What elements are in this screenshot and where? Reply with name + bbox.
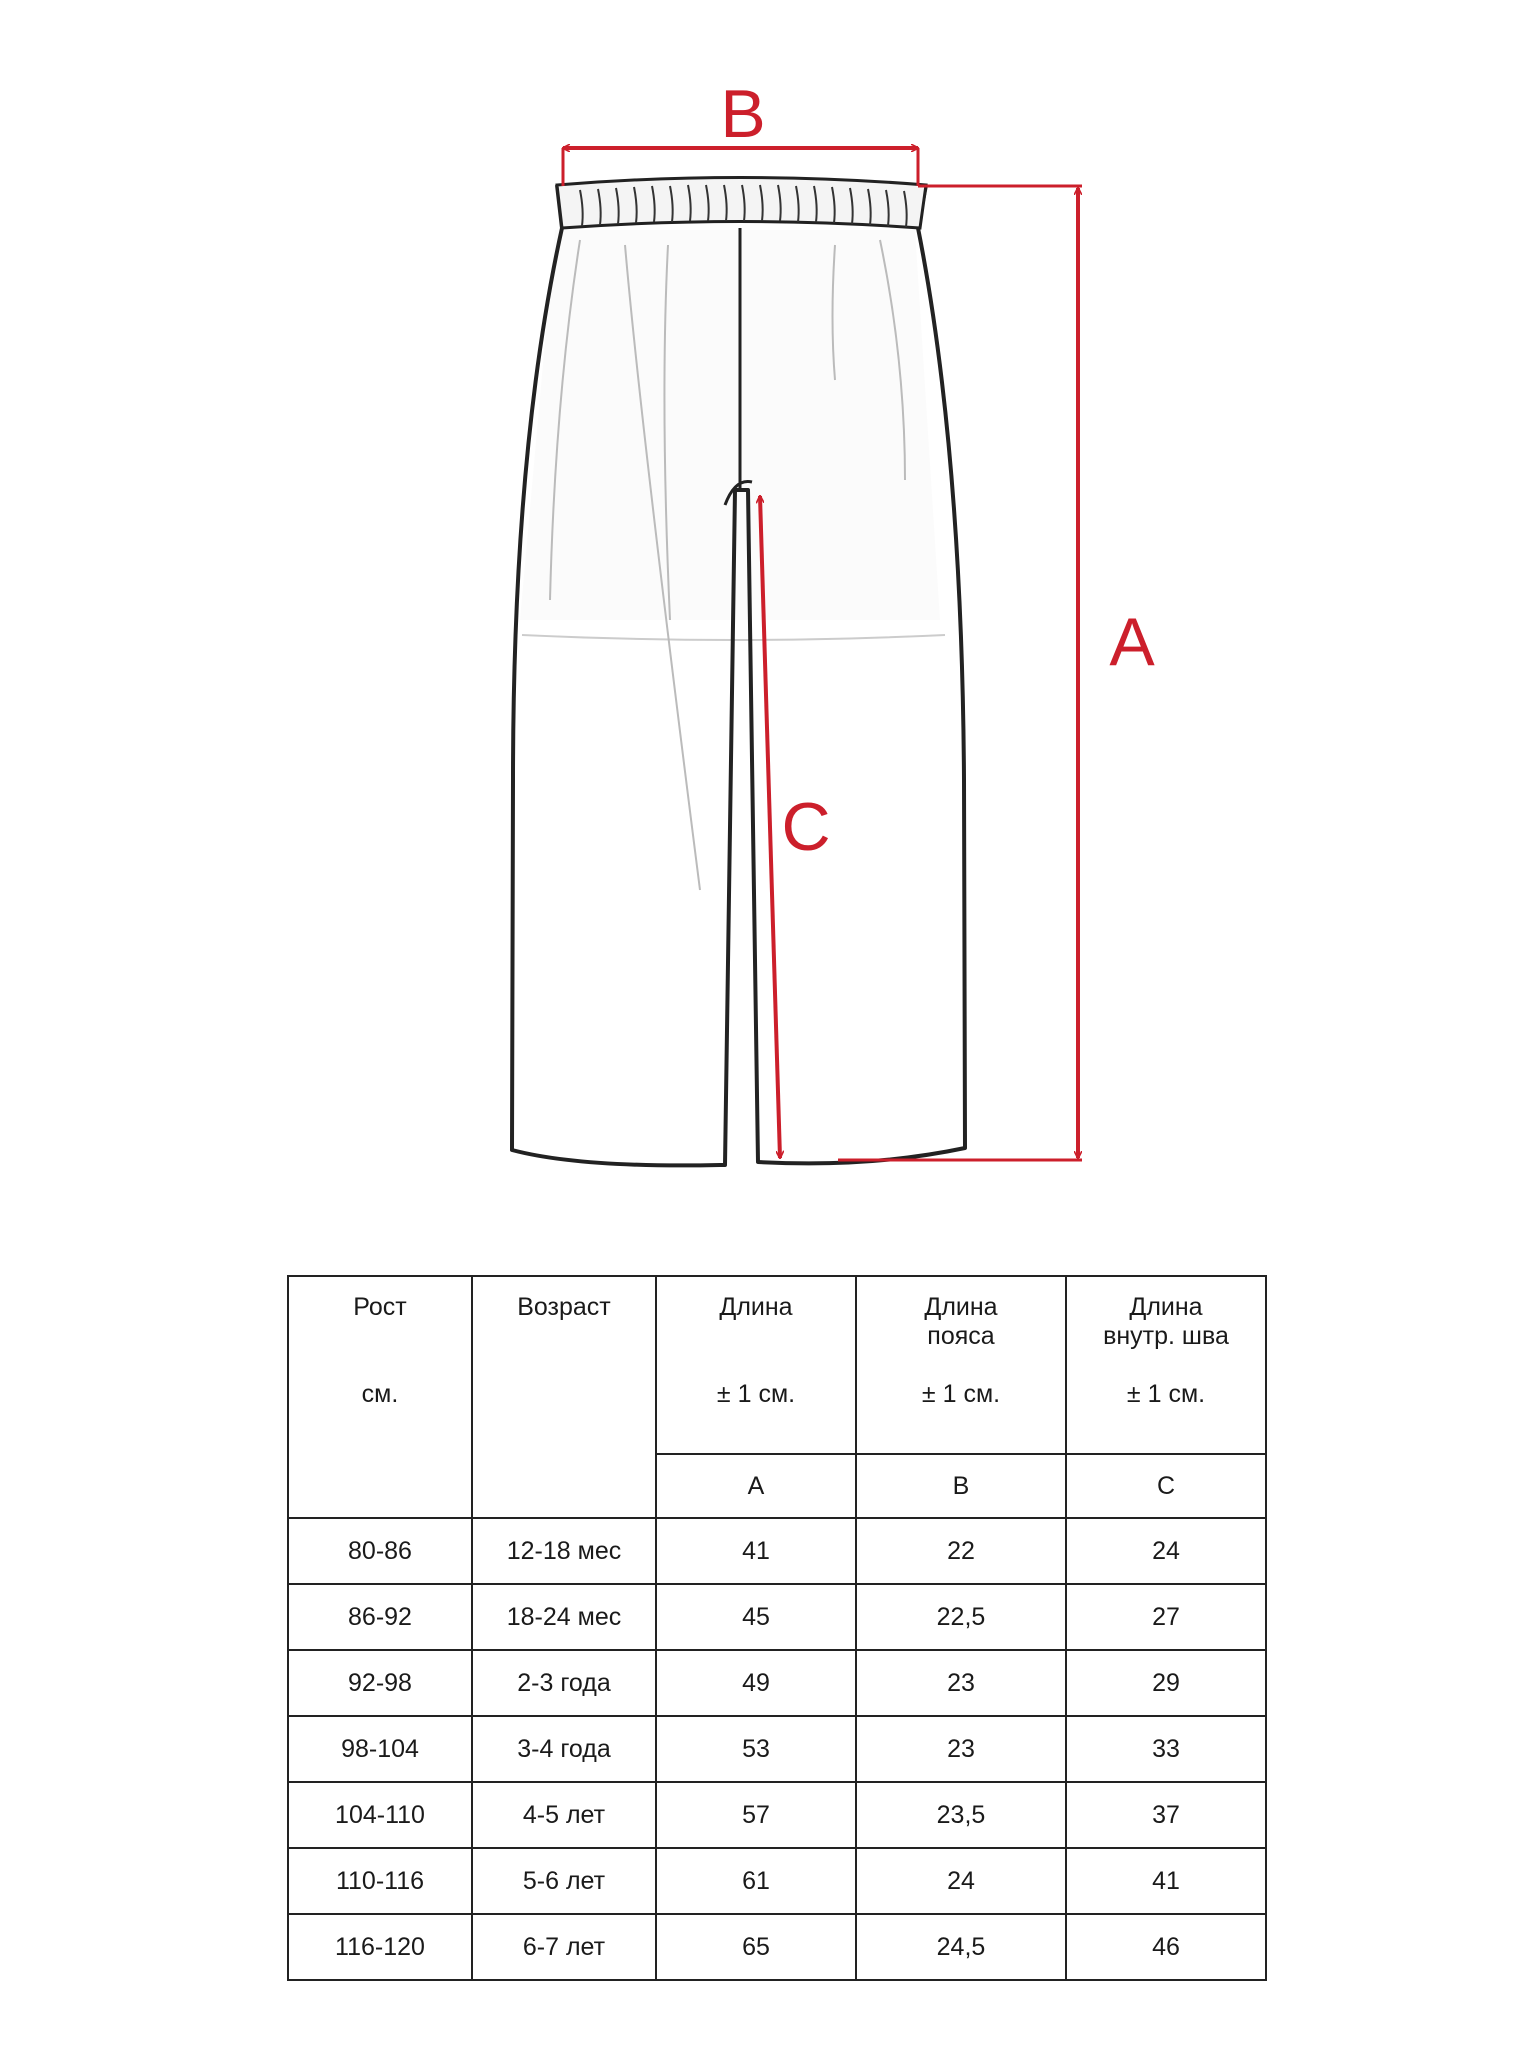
header-inseam-length bbox=[1066, 1276, 1266, 1454]
cell-age: 5-6 лет bbox=[472, 1848, 656, 1914]
pants-drawing bbox=[512, 178, 965, 1166]
cell-height: 110-116 bbox=[288, 1848, 472, 1914]
cell-waist-b: 23 bbox=[856, 1650, 1066, 1716]
header-age-label: Возраст bbox=[517, 1293, 611, 1321]
measure-letter-c: C bbox=[1066, 1454, 1266, 1518]
cell-length-a: 45 bbox=[656, 1584, 856, 1650]
table-row bbox=[288, 1518, 1266, 1584]
header-waist-tolerance: ± 1 см. bbox=[921, 1380, 1001, 1408]
table-row bbox=[288, 1650, 1266, 1716]
cell-length-a: 41 bbox=[656, 1518, 856, 1584]
header-length bbox=[656, 1276, 856, 1454]
cell-waist-b: 22,5 bbox=[856, 1584, 1066, 1650]
cell-height: 98-104 bbox=[288, 1716, 472, 1782]
cell-waist-b: 23 bbox=[856, 1716, 1066, 1782]
table-row bbox=[288, 1782, 1266, 1848]
cell-age: 3-4 года bbox=[472, 1716, 656, 1782]
header-length-tolerance: ± 1 см. bbox=[716, 1380, 796, 1408]
pants-upper-shading bbox=[520, 230, 940, 620]
table-row bbox=[288, 1716, 1266, 1782]
cell-inseam-c: 46 bbox=[1066, 1914, 1266, 1980]
size-chart-table bbox=[287, 1275, 1267, 1981]
measure-letter-b: B bbox=[856, 1454, 1066, 1518]
table-header-row bbox=[288, 1276, 1266, 1454]
cell-height: 92-98 bbox=[288, 1650, 472, 1716]
cell-height: 104-110 bbox=[288, 1782, 472, 1848]
cell-length-a: 65 bbox=[656, 1914, 856, 1980]
cell-length-a: 49 bbox=[656, 1650, 856, 1716]
dimension-label-c: C bbox=[781, 789, 831, 865]
dimension-label-a: A bbox=[1109, 604, 1155, 680]
header-inseam-line2: внутр. шва bbox=[1103, 1322, 1229, 1350]
header-waist-line2: пояса bbox=[927, 1322, 995, 1350]
cell-waist-b: 24,5 bbox=[856, 1914, 1066, 1980]
cell-age: 12-18 мес bbox=[472, 1518, 656, 1584]
cell-inseam-c: 41 bbox=[1066, 1848, 1266, 1914]
header-waist-length bbox=[856, 1276, 1066, 1454]
cell-inseam-c: 33 bbox=[1066, 1716, 1266, 1782]
measure-letter-a: A bbox=[656, 1454, 856, 1518]
header-height-unit: см. bbox=[361, 1380, 399, 1408]
header-waist-label: Длина bbox=[924, 1293, 998, 1321]
cell-inseam-c: 24 bbox=[1066, 1518, 1266, 1584]
cell-length-a: 53 bbox=[656, 1716, 856, 1782]
header-height bbox=[288, 1276, 472, 1518]
cell-waist-b: 22 bbox=[856, 1518, 1066, 1584]
cell-age: 18-24 мес bbox=[472, 1584, 656, 1650]
cell-length-a: 61 bbox=[656, 1848, 856, 1914]
cell-height: 80-86 bbox=[288, 1518, 472, 1584]
cell-age: 4-5 лет bbox=[472, 1782, 656, 1848]
cell-height: 116-120 bbox=[288, 1914, 472, 1980]
table-row bbox=[288, 1584, 1266, 1650]
header-inseam-label: Длина bbox=[1129, 1293, 1203, 1321]
header-height-label: Рост bbox=[353, 1293, 407, 1321]
header-length-label: Длина bbox=[719, 1293, 793, 1321]
table-row bbox=[288, 1848, 1266, 1914]
cell-inseam-c: 27 bbox=[1066, 1584, 1266, 1650]
cell-inseam-c: 29 bbox=[1066, 1650, 1266, 1716]
table-row bbox=[288, 1914, 1266, 1980]
cell-length-a: 57 bbox=[656, 1782, 856, 1848]
dimension-b bbox=[563, 76, 918, 186]
cell-waist-b: 23,5 bbox=[856, 1782, 1066, 1848]
header-age bbox=[472, 1276, 656, 1518]
cell-waist-b: 24 bbox=[856, 1848, 1066, 1914]
dimension-label-b: B bbox=[720, 76, 766, 152]
cell-inseam-c: 37 bbox=[1066, 1782, 1266, 1848]
cell-age: 6-7 лет bbox=[472, 1914, 656, 1980]
header-inseam-tolerance: ± 1 см. bbox=[1126, 1380, 1206, 1408]
cell-height: 86-92 bbox=[288, 1584, 472, 1650]
cell-age: 2-3 года bbox=[472, 1650, 656, 1716]
